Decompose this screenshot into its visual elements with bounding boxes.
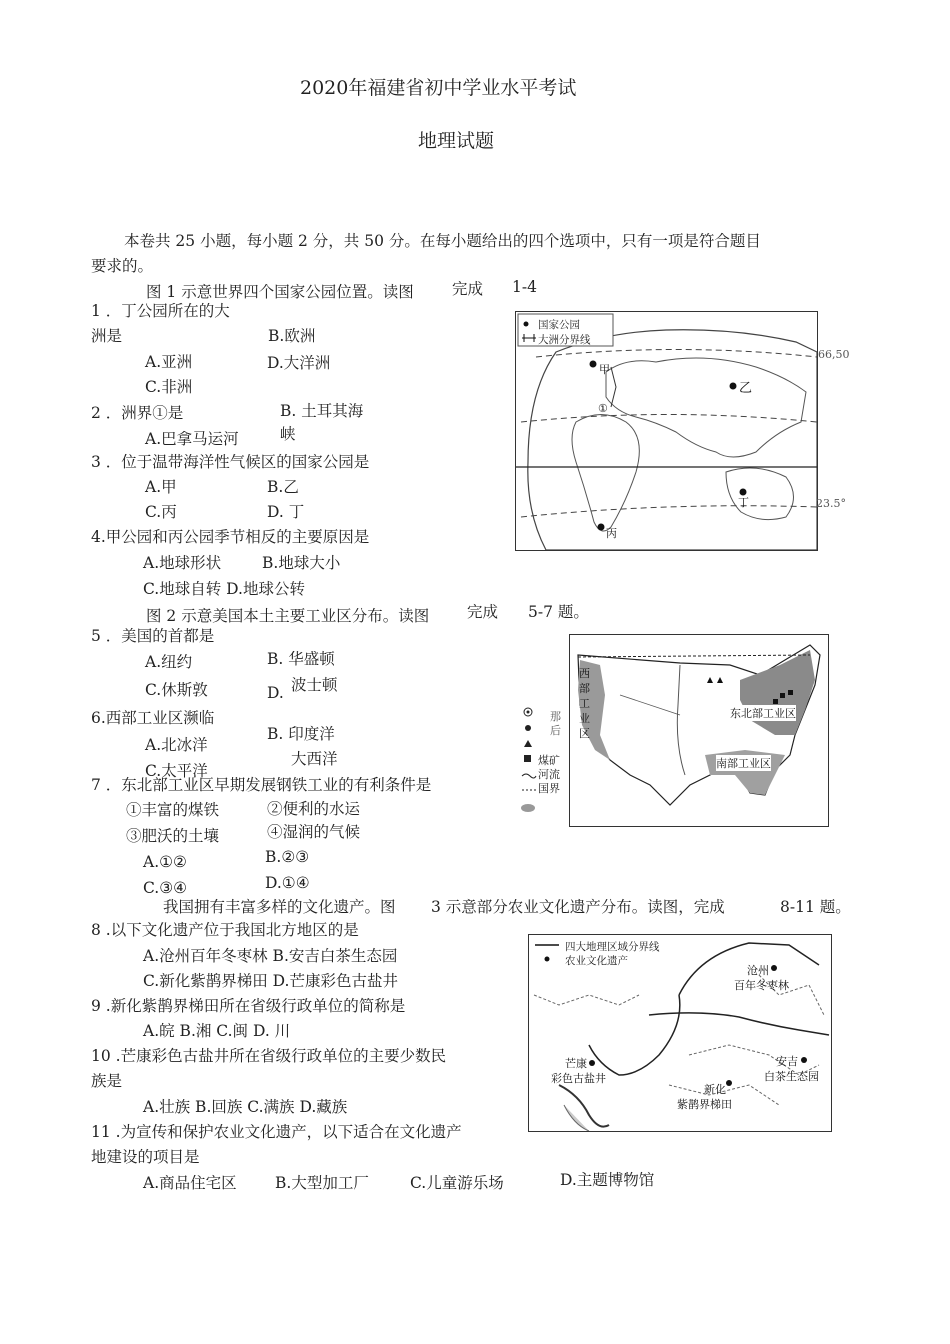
q10-stem-2: 族是 — [91, 1072, 123, 1090]
q7-option-a: A.①② — [143, 853, 187, 871]
map3-cangzhou-1: 沧州 — [747, 964, 769, 977]
us-industry-map-figure — [569, 634, 829, 827]
group2-done: 完成 — [467, 603, 499, 621]
q7-option-d: D.①④ — [265, 874, 310, 892]
map3-anji-2: 白茶生态园 — [764, 1070, 819, 1083]
us-map-legend — [520, 704, 562, 824]
map2-legend-header-1: 那 — [550, 710, 561, 723]
group1-done: 完成 — [452, 280, 484, 298]
map3-xinhua-1: 新化 — [704, 1083, 726, 1096]
q1-stem-2: 洲是 — [91, 327, 123, 345]
q2-option-a: A.巴拿马运河 — [145, 430, 239, 448]
q6-option-c: C.太平洋 — [145, 762, 208, 780]
q2-option-b-2: 峡 — [280, 425, 296, 443]
group3-mid: 3 示意部分农业文化遗产分布。读图，完成 — [431, 898, 725, 916]
map1-label-one: ① — [598, 402, 608, 415]
q1-option-c: C.非洲 — [145, 378, 193, 396]
q10-stem-1: 10 .芒康彩色古盐井所在省级行政单位的主要少数民 — [91, 1047, 447, 1065]
q11-option-b: B.大型加工厂 — [275, 1174, 369, 1192]
q5-option-d-text: 波士顿 — [291, 676, 338, 694]
map2-legend-border: 国界 — [538, 782, 560, 795]
q6-option-a: A.北冰洋 — [145, 736, 208, 754]
q5-option-c: C.休斯敦 — [145, 681, 208, 699]
q8-options-ab: A.沧州百年冬枣林 B.安吉白茶生态园 — [143, 947, 398, 965]
q3-option-c: C.丙 — [145, 503, 177, 521]
q11-option-c: C.儿童游乐场 — [410, 1174, 504, 1192]
q7-item-2: ②便利的水运 — [267, 800, 361, 818]
q6-stem: 6.西部工业区濒临 — [91, 709, 215, 727]
map3-legend-boundary: 四大地理区域分界线 — [565, 941, 660, 953]
q4-option-cd: C.地球自转 D.地球公转 — [143, 580, 305, 598]
page-subtitle: 地理试题 — [418, 130, 495, 152]
map2-west-1: 西 — [579, 667, 590, 680]
q7-item-3: ③肥沃的土壤 — [126, 827, 220, 845]
q1-option-b: B.欧洲 — [268, 327, 316, 345]
q9-options: A.皖 B.湘 C.闽 D. 川 — [143, 1022, 291, 1040]
map1-label-jia: 甲 — [599, 363, 610, 376]
q3-option-a: A.甲 — [145, 478, 177, 496]
q4-stem: 4.甲公园和丙公园季节相反的主要原因是 — [91, 528, 370, 546]
q5-option-d: D. — [267, 684, 284, 702]
map2-west-5: 区 — [579, 727, 590, 740]
q2-stem: 2 ．洲界①是 — [91, 404, 184, 422]
q7-option-c: C.③④ — [143, 879, 188, 897]
q11-stem-1: 11 .为宣传和保护农业文化遗产，以下适合在文化遗产 — [91, 1123, 462, 1141]
map3-mangkang-2: 彩色古盐井 — [551, 1072, 606, 1085]
q4-option-a: A.地球形状 — [143, 554, 222, 572]
q6-option-b: B. 印度洋 — [267, 725, 335, 743]
group1-lead: 图 1 示意世界四个国家公园位置。读图 — [146, 283, 414, 301]
q7-item-4: ④湿润的气候 — [267, 823, 361, 841]
intro-line-2: 要求的。 — [91, 257, 154, 275]
map2-west-4: 业 — [579, 712, 590, 725]
map1-label-yi: 乙 — [739, 381, 753, 396]
q1-option-a: A.亚洲 — [145, 353, 193, 371]
q6-option-d: 大西洋 — [291, 750, 338, 768]
group1-range: 1-4 — [512, 278, 537, 296]
map2-legend-river: 河流 — [538, 768, 560, 781]
map1-label-ding: 丁 — [738, 496, 749, 509]
map1-label-bing: 丙 — [606, 527, 617, 540]
map3-mangkang-1: 芒康 — [565, 1057, 587, 1070]
map3-anji-1: 安吉 — [776, 1055, 798, 1068]
q3-option-d: D. 丁 — [267, 503, 305, 521]
q3-stem: 3 ．位于温带海洋性气候区的国家公园是 — [91, 453, 370, 471]
map3-cangzhou-2: 百年冬枣林 — [734, 979, 789, 992]
map1-lat-6650: 66,50 — [818, 348, 850, 361]
q8-stem: 8 .以下文化遗产位于我国北方地区的是 — [91, 921, 359, 939]
q2-option-b-1: B. 土耳其海 — [280, 402, 364, 420]
group2-range: 5-7 题。 — [528, 603, 589, 621]
page-title: 2020年福建省初中学业水平考试 — [300, 77, 577, 99]
world-map-drawing — [516, 312, 817, 550]
map2-south-label: 南部工业区 — [716, 757, 771, 770]
map3-legend-heritage: 农业文化遗产 — [565, 955, 628, 967]
china-heritage-map-figure — [528, 934, 832, 1132]
map1-legend-park: 国家公园 — [538, 319, 580, 331]
map1-legend-boundary: 大洲分界线 — [538, 334, 591, 346]
world-map-figure — [515, 311, 818, 551]
q3-option-b: B.乙 — [267, 478, 299, 496]
q7-item-1: ①丰富的煤铁 — [126, 801, 220, 819]
map2-west-3: 工 — [579, 697, 590, 710]
group3-range: 8-11 题。 — [780, 898, 851, 916]
us-map-drawing — [570, 635, 828, 826]
q11-stem-2: 地建设的项目是 — [91, 1148, 200, 1166]
map2-legend-header-2: 后 — [550, 724, 561, 737]
intro-line-1: 本卷共 25 小题，每小题 2 分，共 50 分。在每小题给出的四个选项中，只有一项是符合题目 — [124, 232, 761, 250]
q5-option-a: A.纽约 — [145, 653, 193, 671]
q5-stem: 5 ．美国的首都是 — [91, 627, 215, 645]
q10-options: A.壮族 B.回族 C.满族 D.藏族 — [143, 1098, 348, 1116]
group3-lead: 我国拥有丰富多样的文化遗产。图 — [163, 898, 396, 916]
map2-west-2: 部 — [579, 682, 590, 695]
q4-option-b: B.地球大小 — [262, 554, 341, 572]
map3-xinhua-2: 紫鹊界梯田 — [677, 1098, 732, 1111]
map2-legend-coal: 煤矿 — [538, 754, 560, 767]
group2-lead: 图 2 示意美国本土主要工业区分布。读图 — [146, 607, 430, 625]
q1-option-d: D.大洋洲 — [267, 354, 331, 372]
q1-stem-1: 1 ．丁公园所在的大 — [91, 302, 230, 320]
q11-option-a: A.商品住宅区 — [143, 1174, 237, 1192]
q7-stem: 7 ．东北部工业区早期发展钢铁工业的有利条件是 — [91, 776, 432, 794]
q8-options-cd: C.新化紫鹊界梯田 D.芒康彩色古盐井 — [143, 972, 398, 990]
q11-option-d: D.主题博物馆 — [560, 1171, 655, 1189]
map1-lat-235: 23.5° — [816, 497, 846, 510]
map2-northeast-label: 东北部工业区 — [730, 707, 796, 720]
q5-option-b: B. 华盛顿 — [267, 650, 335, 668]
q9-stem: 9 .新化紫鹊界梯田所在省级行政单位的简称是 — [91, 997, 406, 1015]
q7-option-b: B.②③ — [265, 848, 310, 866]
